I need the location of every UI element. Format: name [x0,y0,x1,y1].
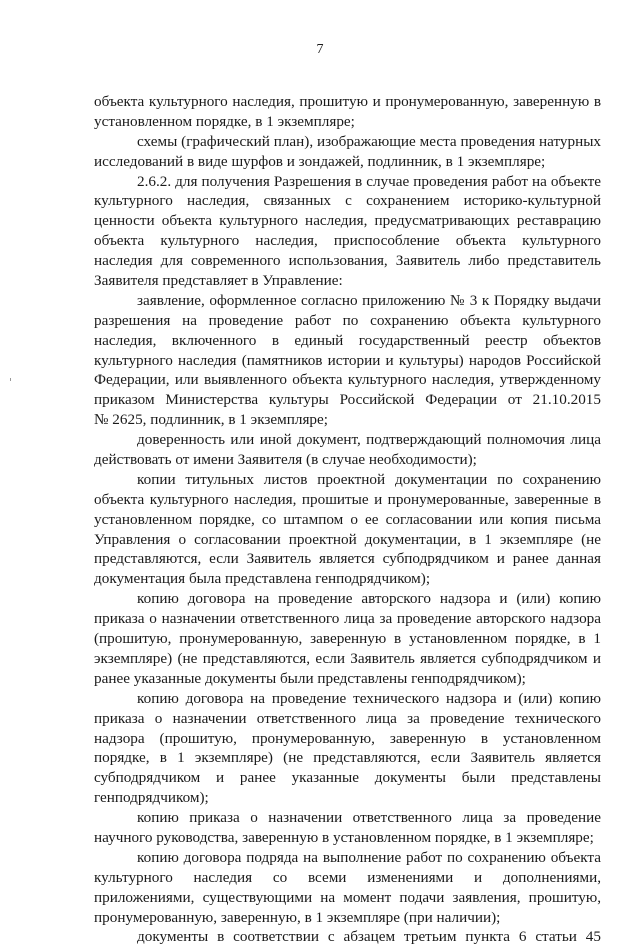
text-line: (прошитую, пронумерованную, заверенную в установленном порядке, в 1 [94,630,601,648]
text-line: объекта культурного наследия, приспособление объекта культурного [94,232,601,250]
text-line: научного руководства, заверенную в установленном порядке, в 1 экземпляре; [94,828,594,846]
text-line: культурного наследия, связанных с сохранением историко-культурной [94,192,601,210]
text-line: Федерации, или выявленного объекта культурного наследия, утвержденному [94,371,601,389]
text-line: субподрядчиком и ранее указанные документы были представлены [94,769,601,787]
text-line: приказом Министерства культуры Российской Федерации от 21.10.2015 [94,391,601,409]
text-line: установленном порядке, в 1 экземпляре; [94,112,355,130]
text-line: копию договора на проведение технического надзора и (или) копию [137,689,601,707]
text-line: установленном порядке, со штампом о ее согласовании или копия письма [94,510,601,528]
text-line: пронумерованную, заверенную, в 1 экземпляре (при наличии); [94,908,501,926]
text-line: действовать от имени Заявителя (в случае необходимости); [94,451,477,469]
text-line: заявление, оформленное согласно приложению № 3 к Порядку выдачи [137,291,601,309]
text-line: ранее указанные документы были представлены генподрядчиком); [94,669,526,687]
text-line: исследований в виде шурфов и зондажей, подлинник, в 1 экземпляре; [94,152,546,170]
text-line: наследия, включенного в единый государственный реестр объектов [94,331,601,349]
text-line: наследия для современного использования, Заявитель либо представитель [94,252,601,270]
text-line: разрешения на проведение работ по сохранению объекта культурного [94,311,601,329]
text-line: Управления о согласовании проектной документации, в 1 экземпляре (не [94,530,601,548]
document-body [94,92,601,947]
text-line: копию договора на проведение авторского надзора и (или) копию [137,590,601,608]
text-line: порядке, в 1 экземпляре) (не представляются, если Заявитель является [94,749,601,767]
text-line: копию договора подряда на выполнение работ по сохранению объекта [137,848,601,866]
text-line: культурного наследия (памятников истории и культуры) народов Российской [94,351,601,369]
text-line: копии титульных листов проектной документации по сохранению [137,470,601,488]
text-line: надзора (прошитую, пронумерованную, заверенную в установленном [94,729,601,747]
text-line: № 2625, подлинник, в 1 экземпляре; [94,411,328,429]
text-line: объекта культурного наследия, прошитую и пронумерованную, заверенную в [94,93,601,110]
text-line: приказа о назначении ответственного лица за проведение технического [94,709,601,727]
scan-speck [10,378,11,381]
text-line: экземпляре) (не представляются, если Заявитель является субподрядчиком и [94,649,601,667]
text-line: Заявителя представляет в Управление: [94,272,343,290]
text-line: приказа о назначении ответственного лица за проведение авторского надзора [94,610,601,628]
text-line: 2.6.2. для получения Разрешения в случае проведения работ на объекте [137,172,601,190]
text-line: приложениями, существующими на момент подачи заявления, прошитую, [94,888,601,906]
text-line: культурного наследия со всеми изменениями и дополнениями, [94,868,601,886]
page-number: 7 [316,42,324,57]
text-line: представляются, если Заявитель является субподрядчиком и ранее данная [94,550,601,568]
text-line: документация была представлена генподрядчиком); [94,570,431,588]
text-line: ценности объекта культурного наследия, предусматривающих реставрацию [94,212,601,230]
text-line: генподрядчиком); [94,789,209,807]
text-line: схемы (графический план), изображающие места проведения натурных [137,132,601,150]
text-line: объекта культурного наследия, прошитые и пронумерованные, заверенные в [94,490,601,508]
text-line: копию приказа о назначении ответственного лица за проведение [137,809,601,827]
text-line: документы в соответствии с абзацем третьим пункта 6 статьи 45 [137,928,601,946]
text-line: доверенность или иной документ, подтверждающий полномочия лица [137,431,601,449]
